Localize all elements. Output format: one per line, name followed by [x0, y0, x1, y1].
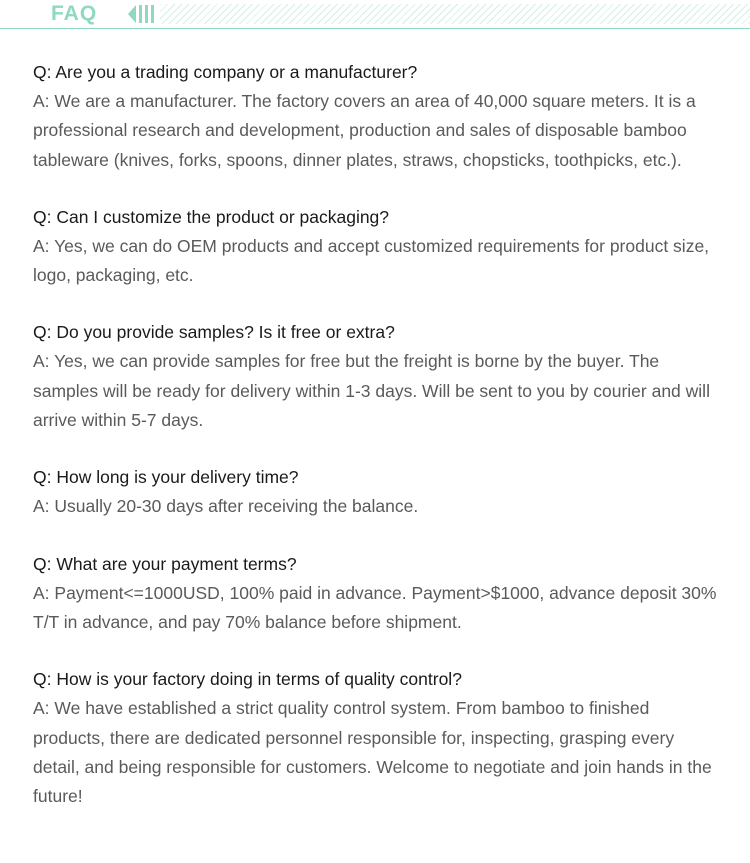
- faq-item: [33, 318, 723, 435]
- faq-item: [33, 463, 723, 521]
- faq-item: [33, 203, 723, 291]
- faq-item: [33, 58, 723, 175]
- faq-question: Q: How long is your delivery time?: [33, 467, 299, 488]
- faq-question: Q: How is your factory doing in terms of quality control?: [33, 669, 462, 690]
- faq-item: [33, 665, 723, 811]
- faq-question: Q: Are you a trading company or a manufacturer?: [33, 62, 418, 82]
- faq-answer: A: Yes, we can provide samples for free but the freight is borne by the buyer. The samples will be ready for delivery within 1-3 days. Will be sent to you by courier and will arrive within 5-7 days.: [33, 351, 710, 431]
- faq-question: Q: Can I customize the product or packaging?: [33, 206, 390, 227]
- double-chevron-bars-icon: [128, 3, 160, 25]
- faq-answer: A: We have established a strict quality control system. From bamboo to finished products, there are dedicated personnel responsible for, inspecting, grasping every detail, and being responsible for customers. Welcome to negotiate and join hands in the future!: [33, 698, 712, 807]
- faq-question: Q: What are your payment terms?: [33, 553, 297, 574]
- header-divider: [0, 28, 750, 29]
- faq-title: FAQ: [51, 2, 98, 25]
- header-hatch-decoration: [160, 4, 750, 24]
- faq-item: [33, 550, 723, 638]
- faq-answer: A: We are a manufacturer. The factory covers an area of 40,000 square meters. It is a professional research and development, production and sales of disposable bamboo tableware (knives, forks, spoons, dinner plates, straws, chopsticks, toothpicks, etc.).: [33, 91, 696, 170]
- faq-header: [0, 0, 750, 30]
- faq-list: [33, 58, 723, 839]
- faq-answer: A: Yes, we can do OEM products and accept customized requirements for product size, logo, packaging, etc.: [33, 235, 710, 286]
- faq-answer: A: Payment<=1000USD, 100% paid in advance. Payment>$1000, advance deposit 30% T/T in advance, and pay 70% balance before shipment.: [33, 582, 717, 632]
- faq-answer: A: Usually 20-30 days after receiving the balance.: [33, 496, 419, 517]
- faq-question: Q: Do you provide samples? Is it free or extra?: [33, 322, 395, 343]
